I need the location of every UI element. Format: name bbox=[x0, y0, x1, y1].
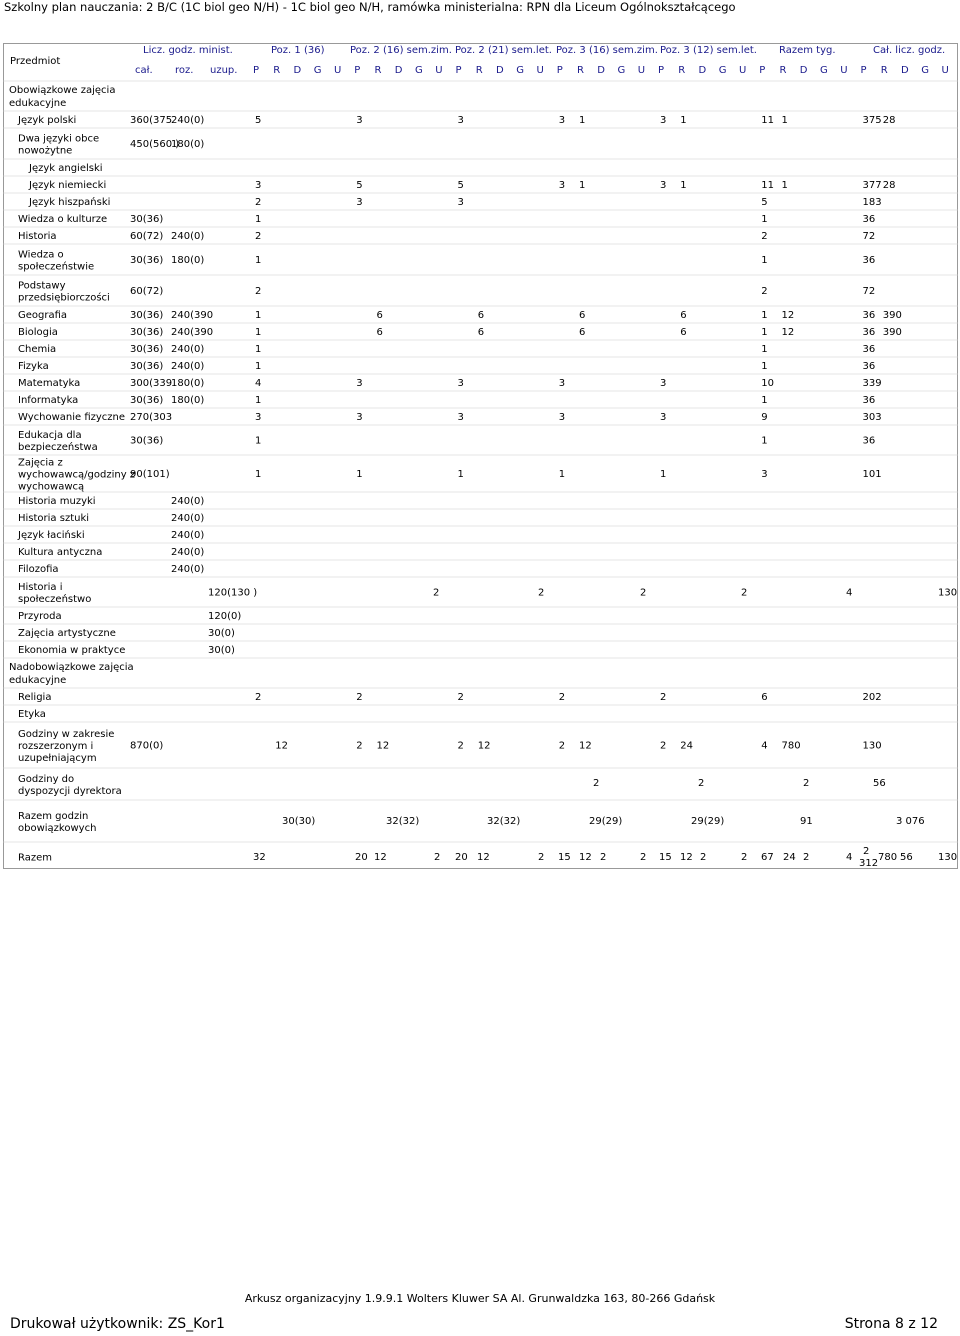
row-label: nowożytne bbox=[18, 145, 73, 157]
level-hours: 1 bbox=[255, 469, 262, 480]
level-hours: 2 bbox=[558, 740, 566, 752]
level-hours: 28 bbox=[882, 115, 896, 126]
header-sub-column: G bbox=[718, 65, 727, 76]
level-hours: 36 bbox=[862, 435, 876, 447]
row-label: wychowawcą/godziny z bbox=[18, 469, 136, 481]
row-label: Przyroda bbox=[18, 611, 62, 622]
row-label: Historia bbox=[18, 231, 57, 242]
row-label: Podstawy bbox=[18, 280, 66, 292]
level-hours: 36 bbox=[862, 310, 876, 321]
row-label: Kultura antyczna bbox=[18, 547, 103, 558]
minist-hours: 30(36) bbox=[130, 344, 164, 355]
level-hours: 3 bbox=[457, 115, 464, 126]
total-hours: 130 bbox=[938, 852, 958, 863]
level-hours: 9 bbox=[761, 412, 768, 423]
total-hours: 67 bbox=[761, 852, 774, 863]
header-sub-column: P bbox=[556, 65, 563, 76]
row-label: Informatyka bbox=[18, 395, 79, 406]
level-hours: 1 bbox=[558, 469, 566, 480]
level-hours: 130 bbox=[938, 587, 958, 599]
minist-hours: 870(0) bbox=[130, 740, 164, 752]
minist-hours: 270(303 bbox=[130, 412, 173, 423]
level-hours: 1 bbox=[255, 327, 262, 338]
level-hours: 11 bbox=[761, 180, 774, 191]
level-hours: 1 bbox=[761, 344, 768, 355]
header-sub-column: U bbox=[840, 65, 848, 76]
total-hours: 20 bbox=[455, 852, 468, 863]
header-sub-column: G bbox=[313, 65, 322, 76]
obligatory-total: 91 bbox=[800, 816, 813, 827]
level-hours: 2 bbox=[761, 286, 768, 297]
row-label: Geografia bbox=[18, 310, 68, 321]
header-sub-column: D bbox=[799, 65, 808, 76]
level-hours: 2 bbox=[660, 692, 667, 703]
total-hours: 12 bbox=[579, 852, 592, 863]
obligatory-total: 29(29) bbox=[691, 816, 725, 827]
level-hours: 4 bbox=[761, 740, 768, 752]
row-label: Ekonomia w praktyce bbox=[18, 645, 126, 656]
row-label: Język hiszpański bbox=[29, 197, 111, 208]
level-hours: 1 bbox=[255, 344, 262, 355]
header-roz: roz. bbox=[175, 65, 194, 76]
level-hours: 5 bbox=[761, 197, 768, 208]
minist-hours: 30(36) bbox=[130, 255, 164, 266]
header-sub-column: U bbox=[334, 65, 342, 76]
level-hours: 12 bbox=[781, 327, 795, 338]
header-sub-column: U bbox=[941, 65, 949, 76]
row-label: Edukacja dla bbox=[18, 430, 82, 441]
minist-hours: 30(36) bbox=[130, 214, 164, 225]
level-hours: 2 bbox=[660, 740, 667, 752]
row-label: Historia sztuki bbox=[18, 513, 90, 524]
minist-hours: 30(36) bbox=[130, 327, 164, 338]
level-hours: 3 bbox=[457, 378, 464, 389]
header-level-group: Poz. 3 (12) sem.let. bbox=[660, 45, 757, 56]
header-sub-column: G bbox=[820, 65, 828, 76]
header-level-group: Poz. 2 (21) sem.let. bbox=[455, 45, 552, 56]
level-hours: 3 bbox=[255, 180, 262, 191]
header-sub-column: P bbox=[455, 65, 462, 76]
level-hours: 2 bbox=[255, 286, 262, 297]
row-label: Razem godzin bbox=[18, 811, 89, 822]
row-label: Wychowanie fizyczne bbox=[18, 412, 126, 423]
minist-hours: 360(375 bbox=[130, 115, 173, 126]
minist-hours: 30(36) bbox=[130, 395, 164, 406]
header-sub-column: U bbox=[536, 65, 544, 76]
level-hours: 5 bbox=[255, 115, 262, 126]
level-hours: 3 bbox=[558, 378, 566, 389]
level-hours: 2 bbox=[255, 692, 262, 703]
level-hours: 2 bbox=[457, 692, 464, 703]
row-label: przedsiębiorczości bbox=[18, 292, 110, 304]
header-sub-column: G bbox=[921, 65, 929, 76]
total-hours: 2 bbox=[640, 852, 647, 863]
level-hours: 3 bbox=[356, 378, 363, 389]
level-hours: 1 bbox=[255, 214, 262, 225]
level-hours: 183 bbox=[862, 197, 882, 208]
level-hours: 36 bbox=[862, 327, 876, 338]
header-sub-column: P bbox=[658, 65, 665, 76]
header-sub-column: P bbox=[860, 65, 867, 76]
uzup-hours: 120(0) bbox=[208, 611, 242, 622]
level-hours: 375 bbox=[862, 115, 882, 126]
level-hours: 3 bbox=[660, 180, 667, 191]
level-hours: 6 bbox=[477, 327, 485, 338]
row-label: Język angielski bbox=[29, 163, 103, 174]
row-label: Dwa języki obce bbox=[18, 133, 100, 145]
level-hours: 6 bbox=[579, 310, 586, 321]
total-hours: 2 bbox=[741, 852, 748, 863]
total-hours: 32 bbox=[253, 852, 266, 863]
obligatory-total: 32(32) bbox=[487, 816, 521, 827]
level-hours: 2 bbox=[457, 740, 464, 752]
header-uzup: uzup. bbox=[210, 65, 238, 76]
section-heading: Obowiązkowe zajęcia bbox=[9, 85, 116, 96]
header-sub-column: G bbox=[415, 65, 423, 76]
level-hours: 1 bbox=[255, 255, 262, 266]
header-total-hours: Cał. licz. godz. bbox=[873, 45, 946, 56]
roz-hours: 180(0) bbox=[171, 378, 205, 389]
level-hours: 3 bbox=[660, 412, 667, 423]
header-subject: Przedmiot bbox=[10, 56, 61, 67]
row-label: Razem bbox=[18, 852, 52, 864]
level-hours: 36 bbox=[862, 255, 876, 266]
level-hours: 5 bbox=[457, 180, 464, 191]
minist-hours: 60(72) bbox=[130, 231, 164, 242]
header-level-group: Poz. 1 (36) bbox=[271, 45, 325, 56]
level-hours: 6 bbox=[376, 310, 383, 321]
uzup-hours: 240(0) bbox=[171, 530, 205, 541]
software-footer: Arkusz organizacyjny 1.9.9.1 Wolters Kluwer SA Al. Grunwaldzka 163, 80-266 Gdańsk bbox=[244, 1292, 716, 1305]
level-hours: 3 bbox=[660, 115, 667, 126]
row-label: Godziny w zakresie bbox=[18, 729, 115, 740]
level-hours: 3 bbox=[558, 115, 566, 126]
level-hours: 1 bbox=[761, 310, 768, 321]
level-hours: 4 bbox=[255, 378, 262, 389]
row-label: Historia i bbox=[18, 582, 63, 593]
header-sub-column: G bbox=[516, 65, 524, 76]
level-hours: 780 bbox=[781, 740, 801, 752]
level-hours: 1 bbox=[761, 395, 768, 406]
level-hours: 36 bbox=[862, 214, 876, 225]
level-hours: 6 bbox=[477, 310, 485, 321]
uzup-hours: 240(0) bbox=[171, 513, 205, 524]
uzup-hours: 240(0) bbox=[171, 496, 205, 507]
row-label: Historia muzyki bbox=[18, 496, 96, 507]
total-hours: 4 bbox=[846, 852, 853, 863]
total-hours: 20 bbox=[355, 852, 368, 863]
row-label: Chemia bbox=[18, 344, 57, 355]
roz-hours: 240(390 bbox=[171, 327, 214, 338]
total-hours: 24 bbox=[783, 852, 796, 863]
level-hours: 3 bbox=[660, 378, 667, 389]
level-hours: 1 bbox=[761, 361, 768, 372]
level-hours: 1 bbox=[761, 255, 768, 266]
row-label: Fizyka bbox=[18, 361, 49, 372]
row-label: Etyka bbox=[18, 709, 46, 720]
row-label: obowiązkowych bbox=[18, 823, 97, 834]
level-hours: 130 bbox=[862, 740, 882, 752]
level-hours: 36 bbox=[862, 361, 876, 372]
level-hours: 1 bbox=[660, 469, 667, 480]
row-label: bezpieczeństwa bbox=[18, 442, 98, 453]
total-hours: 2 bbox=[863, 846, 870, 857]
header-sub-column: U bbox=[739, 65, 747, 76]
level-hours: 2 bbox=[558, 692, 566, 703]
header-sub-column: R bbox=[475, 65, 483, 76]
row-label: Język niemiecki bbox=[29, 180, 107, 191]
row-label: Godziny do bbox=[18, 774, 75, 785]
level-hours: 3 bbox=[457, 412, 464, 423]
level-hours: 3 bbox=[255, 412, 262, 423]
row-label: społeczeństwo bbox=[18, 594, 92, 605]
header-cal: cał. bbox=[135, 65, 153, 76]
row-label: wychowawcą bbox=[18, 481, 85, 493]
level-hours: 1 bbox=[255, 435, 262, 447]
minist-hours: 450(560 ) bbox=[130, 139, 180, 150]
header-sub-column: R bbox=[577, 65, 584, 76]
uzup-hours: 30(0) bbox=[208, 628, 235, 639]
total-hours: 12 bbox=[680, 852, 693, 863]
minist-hours: 60(72) bbox=[130, 286, 164, 297]
printed-by: Drukował użytkownik: ZS_Kor1 bbox=[10, 1316, 225, 1332]
total-hours: 12 bbox=[477, 852, 490, 863]
section-heading: edukacyjne bbox=[9, 98, 67, 109]
level-hours: 6 bbox=[680, 327, 687, 338]
director-hours: 2 bbox=[698, 778, 705, 789]
level-hours: 390 bbox=[882, 327, 902, 338]
row-label: uzupełniającym bbox=[18, 753, 97, 764]
row-label: społeczeństwie bbox=[18, 261, 95, 273]
level-hours: 377 bbox=[862, 180, 882, 191]
level-hours: 1 bbox=[761, 327, 768, 338]
level-hours: 3 bbox=[356, 197, 363, 208]
row-label: rozszerzonym i bbox=[18, 741, 94, 752]
uzup-hours: 240(0) bbox=[171, 547, 205, 558]
row-label: Wiedza o kulturze bbox=[18, 214, 108, 225]
uzup-hours: 30(0) bbox=[208, 645, 235, 656]
header-hours-minist: Licz. godz. minist. bbox=[143, 45, 233, 56]
total-hours: 312 bbox=[859, 858, 879, 869]
row-label: Zajęcia z bbox=[18, 457, 63, 469]
row-label: Wiedza o bbox=[18, 249, 64, 261]
roz-hours: 240(390 bbox=[171, 310, 214, 321]
roz-hours: 240(0) bbox=[171, 231, 205, 242]
obligatory-total: 32(32) bbox=[386, 816, 420, 827]
level-hours: 1 bbox=[356, 469, 363, 480]
obligatory-total: 3 076 bbox=[896, 816, 925, 827]
level-hours: 28 bbox=[882, 180, 896, 191]
section-heading: Nadobowiązkowe zajęcia bbox=[9, 662, 134, 673]
level-hours: 12 bbox=[376, 740, 390, 752]
level-hours: 339 bbox=[862, 378, 882, 389]
header-sub-column: R bbox=[779, 65, 787, 76]
header-sub-column: P bbox=[354, 65, 361, 76]
header-sub-column: R bbox=[678, 65, 686, 76]
header-level-group: Poz. 3 (16) sem.zim. bbox=[556, 45, 658, 56]
level-hours: 6 bbox=[680, 310, 687, 321]
level-hours: 3 bbox=[761, 469, 768, 480]
row-label: Język łaciński bbox=[18, 530, 85, 541]
level-hours: 2 bbox=[356, 692, 363, 703]
header-sub-column: D bbox=[293, 65, 302, 76]
row-label: Filozofia bbox=[18, 564, 59, 575]
page-number: Strona 8 z 12 bbox=[844, 1316, 938, 1332]
row-label: Religia bbox=[18, 692, 52, 703]
teaching-plan-table bbox=[3, 43, 958, 869]
minist-hours: 300(339 bbox=[130, 378, 173, 389]
level-hours: 1 bbox=[781, 115, 788, 126]
level-hours: 2 bbox=[255, 197, 262, 208]
roz-hours: 240(0) bbox=[171, 115, 205, 126]
header-sub-column: G bbox=[617, 65, 626, 76]
level-hours: 1 bbox=[781, 180, 788, 191]
level-hours: 3 bbox=[558, 180, 566, 191]
header-level-group: Poz. 2 (16) sem.zim. bbox=[350, 45, 452, 56]
level-hours: 12 bbox=[579, 740, 592, 752]
level-hours: 3 bbox=[356, 115, 363, 126]
level-hours: 1 bbox=[255, 395, 262, 406]
level-hours: 1 bbox=[255, 310, 262, 321]
level-hours: 4 bbox=[846, 587, 853, 599]
roz-hours: 180(0) bbox=[171, 255, 205, 266]
total-hours: 780 bbox=[878, 852, 898, 863]
level-hours: 1 bbox=[579, 115, 586, 126]
total-hours: 2 bbox=[538, 852, 545, 863]
header-sub-column: R bbox=[273, 65, 281, 76]
total-hours: 2 bbox=[600, 852, 607, 863]
level-hours: 24 bbox=[680, 740, 693, 752]
document-title: Szkolny plan nauczania: 2 B/C (1C biol geo N/H) - 1C biol geo N/H, ramówka ministerialna: RPN dla Liceum Ogólnokształcącego bbox=[4, 0, 736, 14]
level-hours: 3 bbox=[457, 197, 464, 208]
level-hours: 3 bbox=[356, 412, 363, 423]
row-label: Biologia bbox=[18, 327, 58, 338]
level-hours: 11 bbox=[761, 115, 774, 126]
level-hours: 3 bbox=[558, 412, 566, 423]
level-hours: 36 bbox=[862, 344, 876, 355]
level-hours: 2 bbox=[741, 587, 748, 599]
level-hours: 1 bbox=[255, 361, 262, 372]
row-label: Matematyka bbox=[18, 378, 81, 389]
header-sub-column: D bbox=[496, 65, 504, 76]
level-hours: 6 bbox=[579, 327, 586, 338]
total-hours: 2 bbox=[803, 852, 810, 863]
level-hours: 303 bbox=[862, 412, 882, 423]
uzup-hours: 120(130 ) bbox=[208, 587, 258, 599]
roz-hours: 240(0) bbox=[171, 344, 205, 355]
section-heading: edukacyjne bbox=[9, 675, 67, 686]
roz-hours: 180(0) bbox=[171, 395, 205, 406]
minist-hours: 30(36) bbox=[130, 361, 164, 372]
row-label: dyspozycji dyrektora bbox=[18, 786, 122, 797]
minist-hours: 30(36) bbox=[130, 310, 164, 321]
header-sub-column: U bbox=[435, 65, 443, 76]
level-hours: 1 bbox=[761, 435, 768, 447]
director-hours: 56 bbox=[873, 778, 886, 789]
total-hours: 56 bbox=[900, 852, 913, 863]
header-sub-column: R bbox=[374, 65, 382, 76]
level-hours: 10 bbox=[761, 378, 774, 389]
level-hours: 12 bbox=[275, 740, 288, 752]
total-hours: 15 bbox=[659, 852, 672, 863]
header-sub-column: U bbox=[637, 65, 646, 76]
roz-hours: 180(0) bbox=[171, 139, 205, 150]
roz-hours: 240(0) bbox=[171, 361, 205, 372]
level-hours: 12 bbox=[477, 740, 491, 752]
header-sub-column: D bbox=[698, 65, 707, 76]
level-hours: 1 bbox=[457, 469, 464, 480]
header-sub-column: D bbox=[597, 65, 605, 76]
header-sub-column: P bbox=[253, 65, 260, 76]
total-hours: 12 bbox=[374, 852, 387, 863]
minist-hours: 90(101) bbox=[130, 469, 170, 480]
minist-hours: 30(36) bbox=[130, 435, 164, 447]
level-hours: 2 bbox=[356, 740, 363, 752]
level-hours: 12 bbox=[781, 310, 795, 321]
obligatory-total: 29(29) bbox=[589, 816, 623, 827]
total-hours: 2 bbox=[700, 852, 707, 863]
row-label: Język polski bbox=[18, 115, 77, 126]
total-hours: 2 bbox=[434, 852, 441, 863]
level-hours: 1 bbox=[579, 180, 586, 191]
header-sub-column: D bbox=[901, 65, 909, 76]
total-hours: 15 bbox=[558, 852, 571, 863]
level-hours: 202 bbox=[862, 692, 882, 703]
uzup-hours: 240(0) bbox=[171, 564, 205, 575]
level-hours: 390 bbox=[882, 310, 902, 321]
director-hours: 2 bbox=[593, 778, 600, 789]
obligatory-total: 30(30) bbox=[282, 816, 316, 827]
director-hours: 2 bbox=[803, 778, 810, 789]
level-hours: 2 bbox=[538, 587, 545, 599]
header-sub-column: P bbox=[759, 65, 766, 76]
header-sub-column: D bbox=[394, 65, 403, 76]
header-sub-column: R bbox=[880, 65, 888, 76]
level-hours: 1 bbox=[761, 214, 768, 225]
level-hours: 101 bbox=[862, 469, 882, 480]
level-hours: 2 bbox=[433, 587, 440, 599]
header-level-group: Razem tyg. bbox=[779, 45, 836, 56]
level-hours: 2 bbox=[255, 231, 262, 242]
level-hours: 36 bbox=[862, 395, 876, 406]
level-hours: 6 bbox=[761, 692, 768, 703]
row-label: Zajęcia artystyczne bbox=[18, 628, 116, 639]
level-hours: 72 bbox=[862, 286, 876, 297]
level-hours: 6 bbox=[376, 327, 383, 338]
level-hours: 2 bbox=[640, 587, 647, 599]
level-hours: 2 bbox=[761, 231, 768, 242]
level-hours: 1 bbox=[680, 115, 687, 126]
level-hours: 1 bbox=[680, 180, 687, 191]
level-hours: 72 bbox=[862, 231, 876, 242]
level-hours: 5 bbox=[356, 180, 363, 191]
